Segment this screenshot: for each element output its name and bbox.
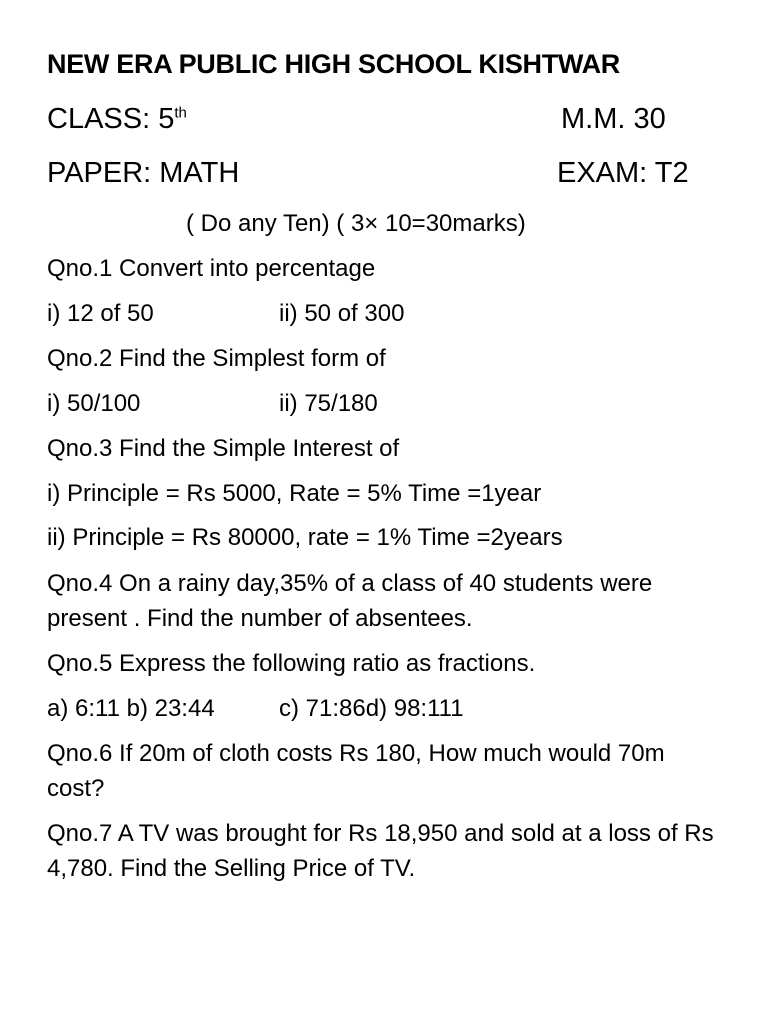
question-5: Qno.5 Express the following ratio as fractions. xyxy=(47,650,536,677)
question-6: Qno.6 If 20m of cloth costs Rs 180, How much would 70m cost? xyxy=(47,740,665,802)
question-1-part-ii: ii) 50 of 300 xyxy=(279,300,405,327)
question-5-parts-ab: a) 6:11 b) 23:44 xyxy=(47,695,215,722)
question-1-part-i: i) 12 of 50 xyxy=(47,300,154,327)
class-text: CLASS: 5 xyxy=(47,103,175,135)
question-3-part-ii: ii) Principle = Rs 80000, rate = 1% Time =2years xyxy=(47,524,563,551)
question-4: Qno.4 On a rainy day,35% of a class of 40 students were present . Find the number of absentees. xyxy=(47,570,653,632)
question-7: Qno.7 A TV was brought for Rs 18,950 and sold at a loss of Rs 4,780. Find the Selling Price of TV. xyxy=(47,820,714,882)
max-marks: M.M. 30 xyxy=(561,103,666,135)
question-5-parts-cd: c) 71:86d) 98:111 xyxy=(279,695,464,722)
question-2-part-i: i) 50/100 xyxy=(47,390,141,417)
paper-label: PAPER: MATH xyxy=(47,157,240,189)
question-3-part-i: i) Principle = Rs 5000, Rate = 5% Time =1year xyxy=(47,480,542,507)
class-superscript: th xyxy=(174,104,187,122)
question-3: Qno.3 Find the Simple Interest of xyxy=(47,435,400,462)
question-1: Qno.1 Convert into percentage xyxy=(47,255,376,282)
class-label xyxy=(47,102,187,137)
exam-label: EXAM: T2 xyxy=(557,157,689,189)
instructions: ( Do any Ten) ( 3× 10=30marks) xyxy=(186,210,526,237)
school-name: NEW ERA PUBLIC HIGH SCHOOL KISHTWAR xyxy=(47,49,621,79)
question-2-part-ii: ii) 75/180 xyxy=(279,390,378,417)
question-2: Qno.2 Find the Simplest form of xyxy=(47,345,386,372)
